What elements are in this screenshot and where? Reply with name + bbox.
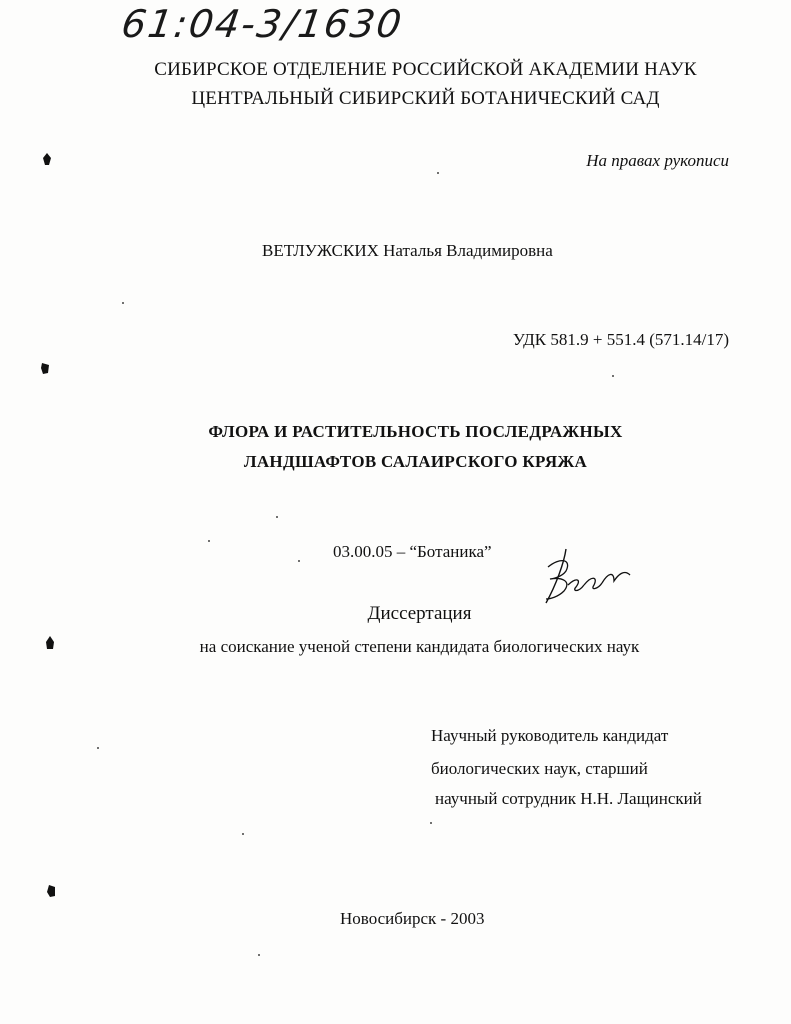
paper-speck (430, 822, 432, 824)
paper-speck (122, 302, 124, 304)
paper-speck (437, 172, 439, 174)
paper-speck (258, 954, 260, 956)
udk-code: УДК 581.9 + 551.4 (571.14/17) (512, 330, 729, 349)
author-name: ВЕТЛУЖСКИХ Наталья Владимировна (262, 241, 553, 260)
supervisor-line-3: научный сотрудник Н.Н. Лащинский (435, 789, 702, 808)
paper-speck (276, 516, 278, 518)
manuscript-rights-label: На правах рукописи (586, 151, 729, 170)
paper-speck (208, 540, 210, 542)
organization-name: СИБИРСКОЕ ОТДЕЛЕНИЕ РОССИЙСКОЙ АКАДЕМИИ НАУК (154, 59, 697, 80)
place-and-year: Новосибирск - 2003 (340, 909, 485, 928)
specialty-code: 03.00.05 – “Ботаника” (333, 542, 492, 561)
paper-speck (97, 747, 99, 749)
document-type: Диссертация (367, 603, 472, 624)
handwritten-signature (538, 545, 638, 607)
supervisor-line-2: биологических наук, старший (431, 759, 648, 778)
binding-hole-mark (42, 152, 52, 166)
paper-speck (298, 560, 300, 562)
binding-hole-mark (45, 636, 55, 650)
archive-handwritten-code: 61:04-3/1630 (118, 2, 407, 46)
paper-speck (242, 833, 244, 835)
institution-name: ЦЕНТРАЛЬНЫЙ СИБИРСКИЙ БОТАНИЧЕСКИЙ САД (191, 88, 660, 109)
binding-hole-mark (40, 361, 50, 375)
paper-speck (612, 375, 614, 377)
degree-statement: на соискание ученой степени кандидата биологических наук (199, 637, 640, 656)
thesis-title-line-1: ФЛОРА И РАСТИТЕЛЬНОСТЬ ПОСЛЕДРАЖНЫХ (208, 422, 623, 441)
thesis-title-line-2: ЛАНДШАФТОВ САЛАИРСКОГО КРЯЖА (243, 452, 588, 471)
supervisor-line-1: Научный руководитель кандидат (431, 726, 669, 745)
binding-hole-mark (46, 884, 56, 898)
